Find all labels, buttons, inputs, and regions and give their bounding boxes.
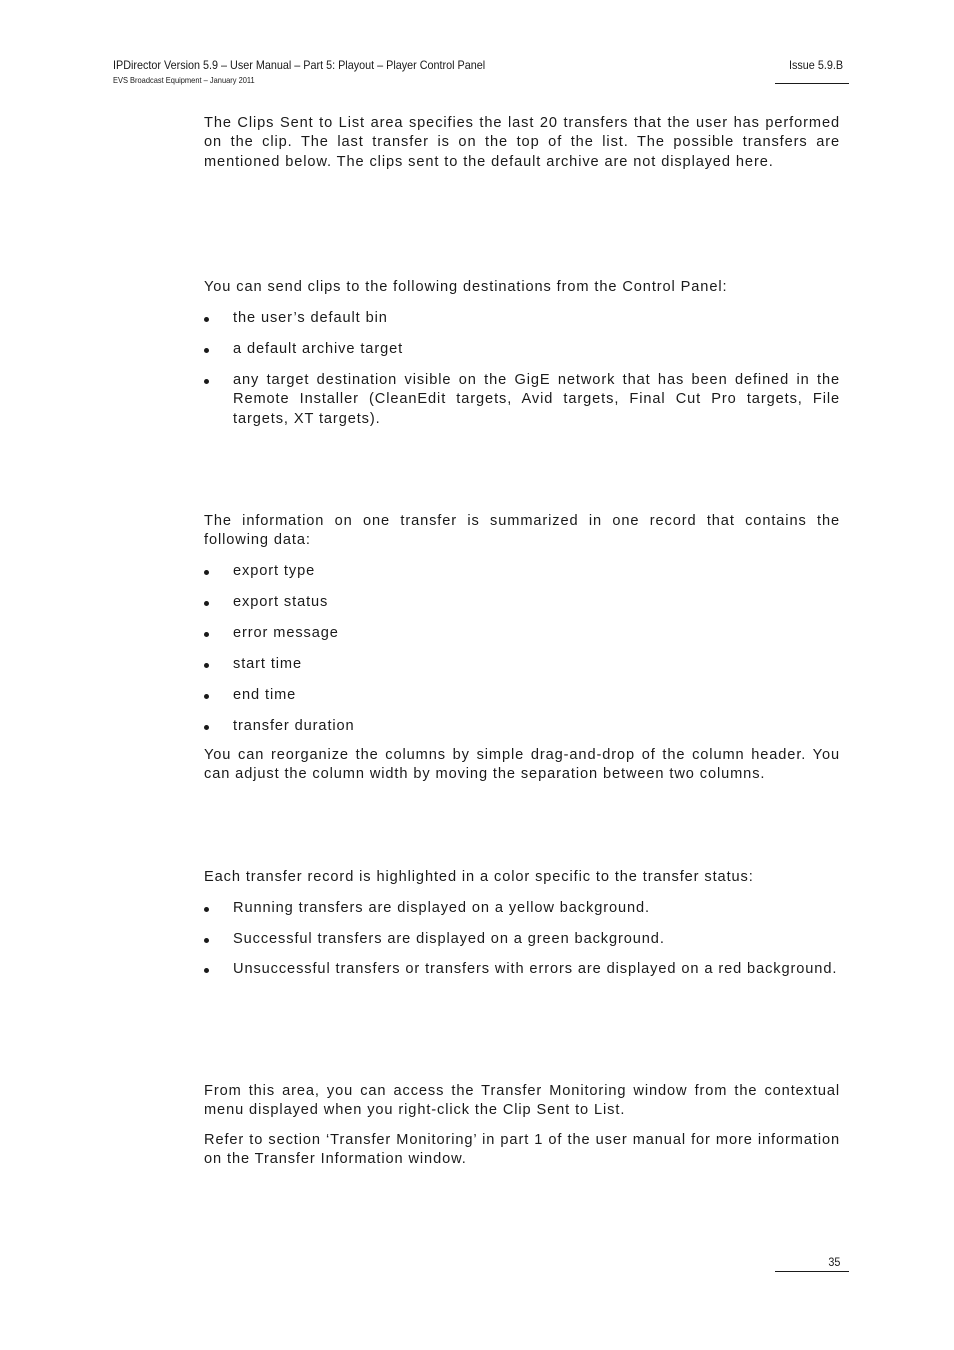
bullet-icon: [204, 725, 209, 730]
destinations-intro: You can send clips to the following destinations from the Control Panel:: [204, 279, 728, 295]
list-item-text: a default archive target: [233, 341, 404, 357]
bullet-icon: [204, 570, 209, 575]
list-item-text: Successful transfers are displayed on a green background.: [233, 931, 665, 947]
bullet-icon: [204, 907, 209, 912]
intro-paragraph: The Clips Sent to List area specifies the last 20 transfers that the user has performed on the clip. The last transfer is on the top of the list. The possible transfers are mentioned below. The clips sent to the default archive are not displayed here.: [204, 115, 840, 170]
list-item: [204, 340, 840, 359]
list-item: [204, 899, 840, 918]
header-rule: [775, 83, 849, 84]
bullet-icon: [204, 694, 209, 699]
list-item-text: start time: [233, 656, 303, 672]
list-item-text: Running transfers are displayed on a yellow background.: [233, 900, 650, 916]
list-item: [204, 717, 840, 736]
list-item: [204, 309, 840, 328]
list-item-text: the user’s default bin: [233, 310, 388, 326]
header-issue: Issue 5.9.B: [788, 58, 843, 72]
page-number: 35: [827, 1255, 840, 1269]
list-item-text: transfer duration: [233, 718, 355, 734]
bullet-icon: [204, 938, 209, 943]
bullet-icon: [204, 379, 209, 384]
list-item-text: export status: [233, 594, 329, 610]
list-item: [204, 655, 840, 674]
list-item-text: error message: [233, 625, 339, 641]
list-item: [204, 686, 840, 705]
record-intro: The information on one transfer is summarized in one record that contains the following data:: [204, 513, 840, 549]
list-item-text: export type: [233, 563, 316, 579]
header-title: IPDirector Version 5.9 – User Manual – Part 5: Playout – Player Control Panel: [113, 58, 486, 72]
bullet-icon: [204, 601, 209, 606]
list-item: [204, 930, 840, 949]
list-item-text: any target destination visible on the GigE network that has been defined in the Remote Installer (CleanEdit targets, Avid targets, Final Cut Pro targets, File targets, XT targets).: [233, 372, 840, 427]
bullet-icon: [204, 317, 209, 322]
list-item: [204, 371, 840, 429]
colors-intro: Each transfer record is highlighted in a color specific to the transfer status:: [204, 869, 754, 885]
list-item: [204, 593, 840, 612]
bullet-icon: [204, 968, 209, 973]
footer-rule: [775, 1271, 849, 1272]
list-item: [204, 960, 840, 979]
page-header: [113, 58, 849, 98]
list-item-text: end time: [233, 687, 297, 703]
bullet-icon: [204, 663, 209, 668]
bullet-icon: [204, 632, 209, 637]
bullet-icon: [204, 348, 209, 353]
monitoring-paragraph: From this area, you can access the Transfer Monitoring window from the contextual menu displayed when you right-click the Clip Sent to List.: [204, 1083, 840, 1119]
reference-paragraph: Refer to section ‘Transfer Monitoring’ in part 1 of the user manual for more information on the Transfer Information window.: [204, 1132, 840, 1168]
list-item-text: Unsuccessful transfers or transfers with errors are displayed on a red background.: [233, 961, 838, 977]
list-item: [204, 624, 840, 643]
list-item: [204, 562, 840, 581]
header-subtitle: EVS Broadcast Equipment – January 2011: [113, 75, 255, 85]
columns-note: You can reorganize the columns by simple drag-and-drop of the column header. You can adjust the column width by moving the separation between two columns.: [204, 747, 840, 783]
